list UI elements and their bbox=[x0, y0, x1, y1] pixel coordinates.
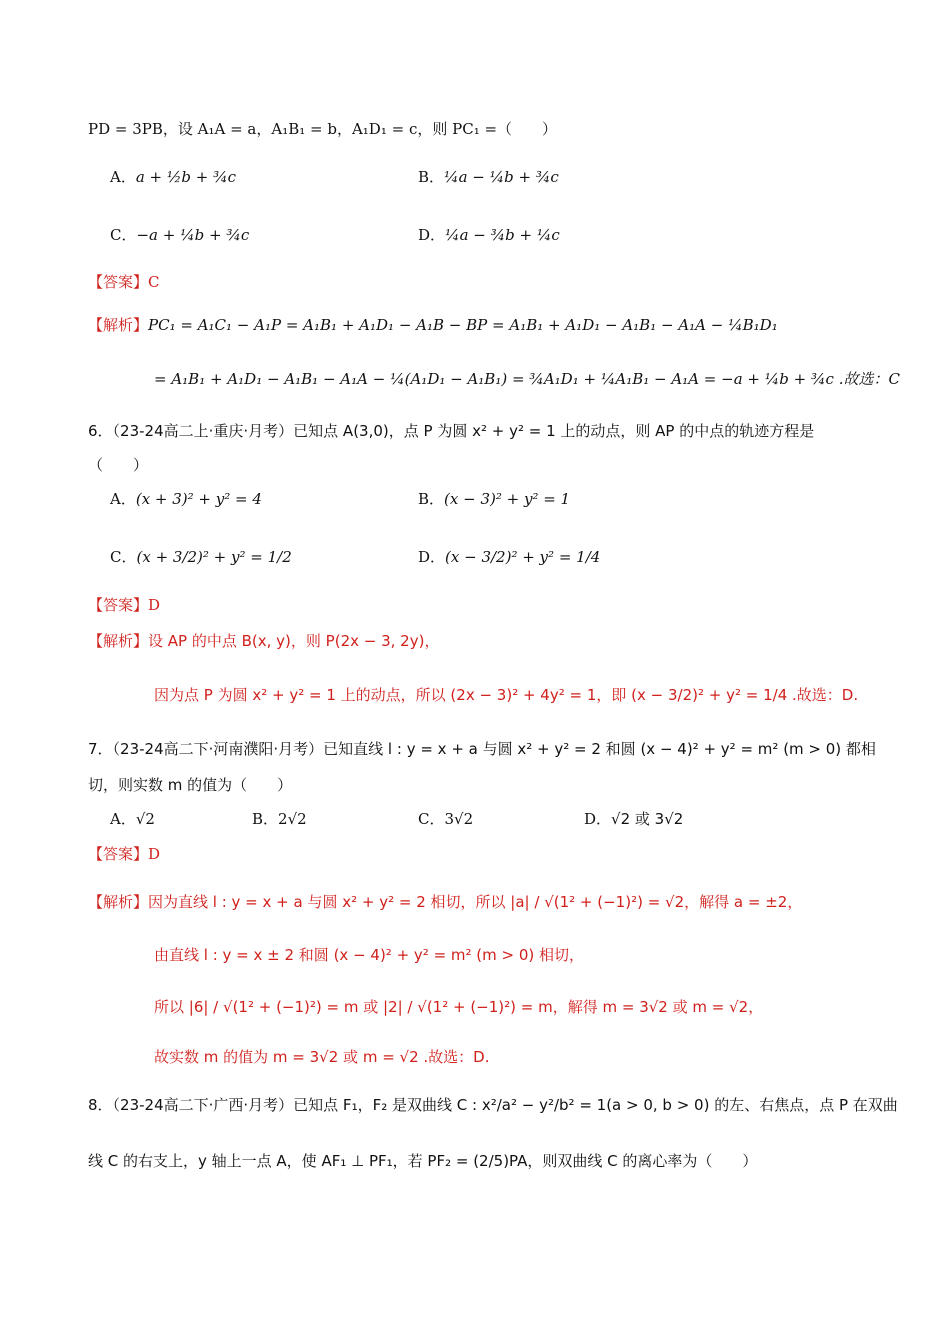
q5-answer: 【答案】C bbox=[88, 273, 160, 291]
q7-analysis-line-2: 由直线 l : y = x ± 2 和圆 (x − 4)² + y² = m² (m > 0) 相切， bbox=[154, 946, 585, 964]
q6-stem-continued: （ ） bbox=[88, 456, 149, 474]
q6-answer: 【答案】D bbox=[88, 596, 161, 614]
q7-option-a[interactable]: A．√2 bbox=[110, 810, 155, 828]
q7-option-b[interactable]: B．2√2 bbox=[252, 810, 307, 828]
q8-stem: 8．（23-24高二下·广西·月考）已知点 F₁，F₂ 是双曲线 C : x²/a² − y²/b² = 1(a > 0, b > 0) 的左、右焦点，点 P 在双曲 bbox=[88, 1096, 898, 1114]
q5-stem: PD = 3PB，设 A₁A = a，A₁B₁ = b，A₁D₁ = c，则 PC₁ =（ ） bbox=[88, 120, 558, 138]
q6-option-d[interactable]: D．(x − 3/2)² + y² = 1/4 bbox=[418, 548, 601, 566]
q7-answer: 【答案】D bbox=[88, 845, 161, 863]
q5-option-a[interactable]: A．a + ½b + ¾c bbox=[110, 168, 237, 186]
q8-stem-continued: 线 C 的右支上，y 轴上一点 A，使 AF₁ ⊥ PF₁，若 PF₂ = (2/5)PA，则双曲线 C 的离心率为（ ） bbox=[88, 1152, 758, 1170]
q6-stem: 6．（23-24高二上·重庆·月考）已知点 A(3,0)，点 P 为圆 x² + y² = 1 上的动点，则 AP 的中点的轨迹方程是 bbox=[88, 422, 815, 440]
q6-option-a[interactable]: A．(x + 3)² + y² = 4 bbox=[110, 490, 262, 508]
q6-analysis-line-2: 因为点 P 为圆 x² + y² = 1 上的动点，所以 (2x − 3)² + 4y² = 1，即 (x − 3/2)² + y² = 1/4 .故选：D. bbox=[154, 686, 859, 704]
q6-option-b[interactable]: B．(x − 3)² + y² = 1 bbox=[418, 490, 571, 508]
q7-option-d[interactable]: D．√2 或 3√2 bbox=[584, 810, 684, 828]
q7-analysis-line-1: 【解析】因为直线 l : y = x + a 与圆 x² + y² = 2 相切，所以 |a| / √(1² + (−1)²) = √2，解得 a = ±2， bbox=[88, 893, 803, 911]
q7-option-c[interactable]: C．3√2 bbox=[418, 810, 474, 828]
q7-analysis-line-3: 所以 |6| / √(1² + (−1)²) = m 或 |2| / √(1² + (−1)²) = m，解得 m = 3√2 或 m = √2， bbox=[154, 998, 764, 1016]
q6-option-c[interactable]: C．(x + 3/2)² + y² = 1/2 bbox=[110, 548, 292, 566]
q5-option-d[interactable]: D．¼a − ¾b + ¼c bbox=[418, 226, 560, 244]
q5-option-c[interactable]: C．−a + ¼b + ¾c bbox=[110, 226, 250, 244]
q7-stem: 7．（23-24高二下·河南濮阳·月考）已知直线 l : y = x + a 与圆 x² + y² = 2 和圆 (x − 4)² + y² = m² (m > 0) 都相 bbox=[88, 740, 876, 758]
q7-analysis-line-4: 故实数 m 的值为 m = 3√2 或 m = √2 .故选：D. bbox=[154, 1048, 490, 1066]
q5-analysis-line-1: 【解析】PC₁ = A₁C₁ − A₁P = A₁B₁ + A₁D₁ − A₁B − BP = A₁B₁ + A₁D₁ − A₁B₁ − A₁A − ¼B₁D₁ bbox=[88, 316, 778, 334]
q7-stem-continued: 切，则实数 m 的值为（ ） bbox=[88, 776, 293, 794]
q5-analysis-line-2: = A₁B₁ + A₁D₁ − A₁B₁ − A₁A − ¼(A₁D₁ − A₁B₁) = ¾A₁D₁ + ¼A₁B₁ − A₁A = −a + ¼b + ¾c .故选：C bbox=[154, 370, 900, 388]
q5-option-b[interactable]: B．¼a − ¼b + ¾c bbox=[418, 168, 559, 186]
q6-analysis-line-1: 【解析】设 AP 的中点 B(x, y)，则 P(2x − 3, 2y)， bbox=[88, 632, 440, 650]
